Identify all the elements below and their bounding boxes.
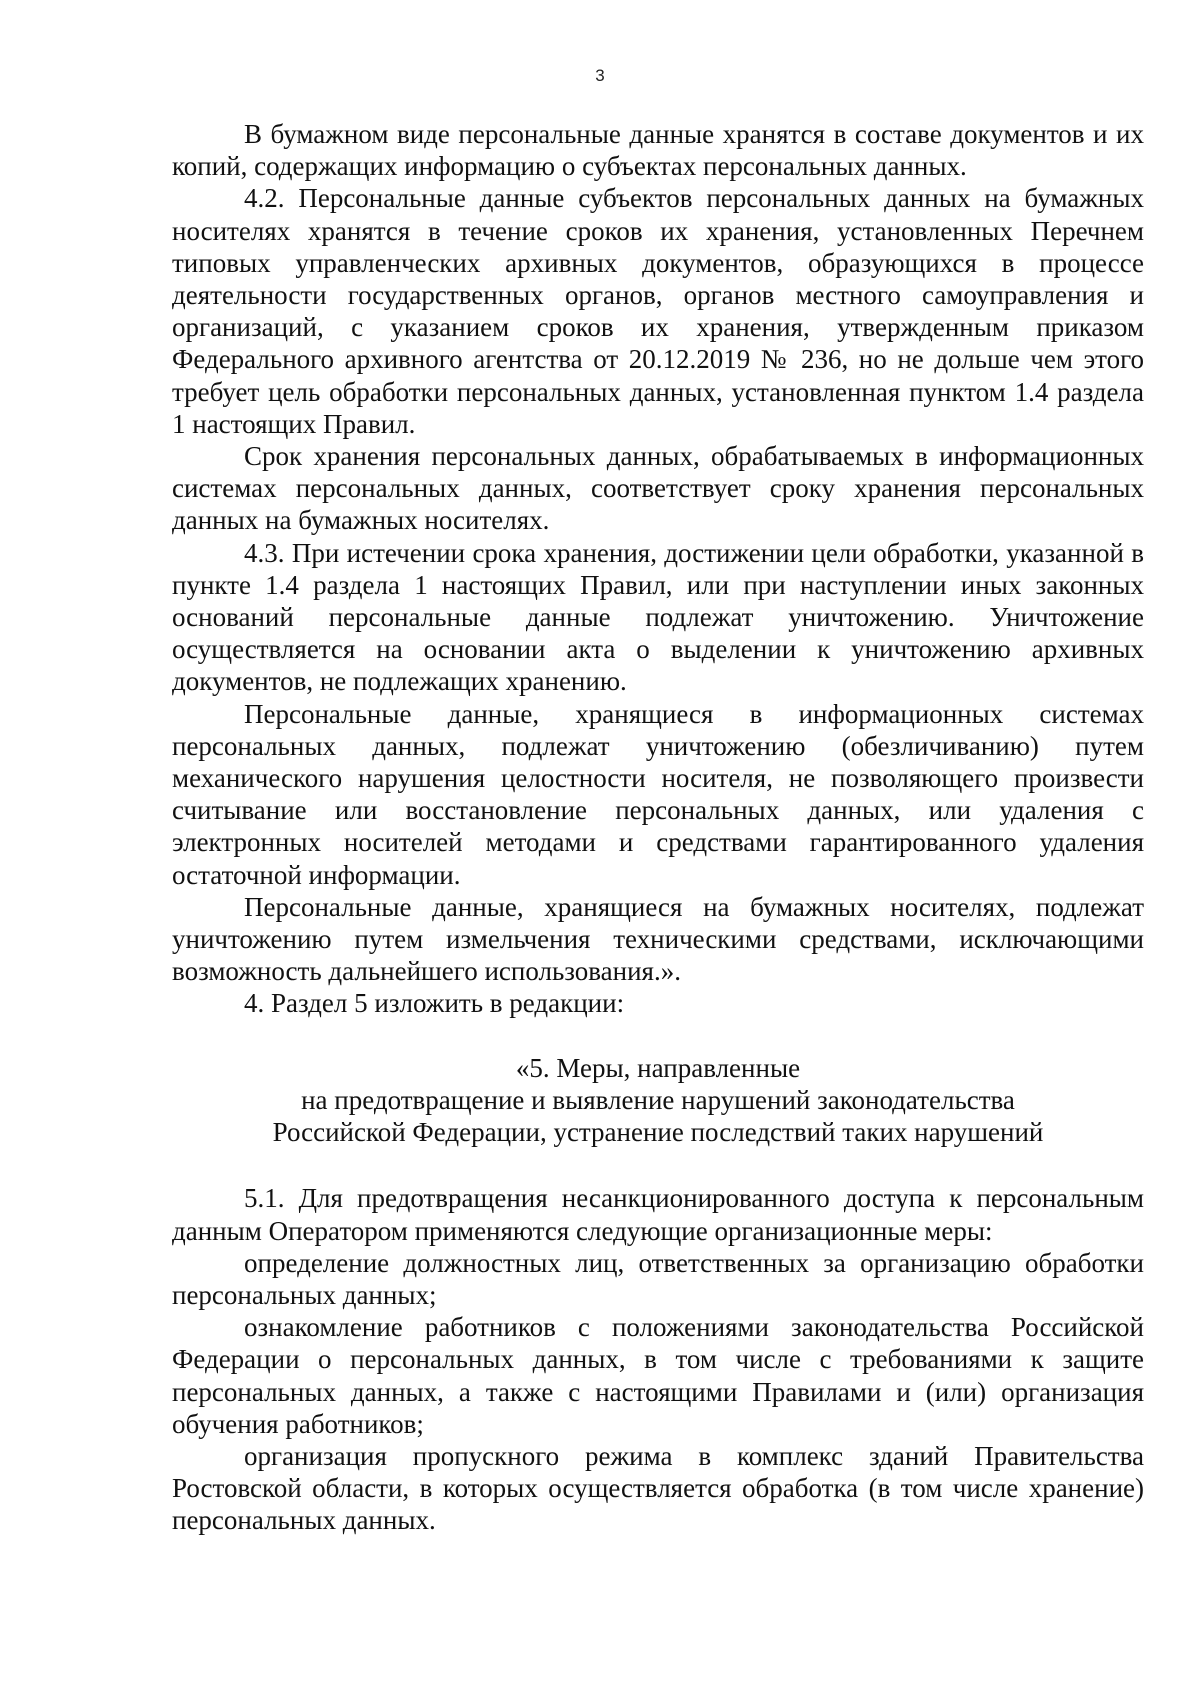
paragraph: Срок хранения персональных данных, обрабатываемых в информационных системах персональных данных, соответствует сроку хранения персональных данных на бумажных носителях. xyxy=(172,441,1144,536)
paragraph: ознакомление работников с положениями законодательства Российской Федерации о персональных данных, в том числе с требованиями к защите персональных данных, а также с настоящими Правилами и (или) организация обучения работников; xyxy=(172,1312,1144,1439)
paragraph: Персональные данные, хранящиеся на бумажных носителях, подлежат уничтожению путем измельчения техническими средствами, исключающими возможность дальнейшего использования.». xyxy=(172,891,1144,987)
paragraph: В бумажном виде персональные данные хранятся в составе документов и их копий, содержащих информацию о субъектах персональных данных. xyxy=(172,119,1144,182)
paragraph-amendment-4: 4. Раздел 5 изложить в редакции: xyxy=(244,988,625,1019)
page-number: 3 xyxy=(595,66,605,85)
heading-line: на предотвращение и выявление нарушений законодательства xyxy=(301,1084,1015,1115)
heading-line: «5. Меры, направленные xyxy=(515,1052,801,1083)
section-5-heading xyxy=(172,1052,1144,1149)
heading-line: Российской Федерации, устранение последствий таких нарушений xyxy=(272,1117,1044,1148)
paragraph: определение должностных лиц, ответственных за организацию обработки персональных данных; xyxy=(172,1247,1144,1310)
paragraph: Персональные данные, хранящиеся в информационных системах персональных данных, подлежат уничтожению (обезличиванию) путем механического нарушения целостности носителя, не позволяющего произвести считывание или восстановление персональных данных, или удаления с электронных носителей методами и средствами гарантированного удаления остаточной информации. xyxy=(172,698,1144,890)
paragraph-5-1: 5.1. Для предотвращения несанкционированного доступа к персональным данным Оператором применяются следующие организационные меры: xyxy=(172,1183,1144,1246)
paragraph-4-2: 4.2. Персональные данные субъектов персональных данных на бумажных носителях хранятся в течение сроков их хранения, установленных Перечнем типовых управленческих архивных документов, образующихся в процессе деятельности государственных органов, органов местного самоуправления и организаций, с указанием сроков их хранения, утвержденным приказом Федерального архивного агентства от 20.12.2019 № 236, но не дольше чем этого требует цель обработки персональных данных, установленная пунктом 1.4 раздела 1 настоящих Правил. xyxy=(172,183,1144,439)
paragraph: организация пропускного режима в комплекс зданий Правительства Ростовской области, в которых осуществляется обработка (в том числе хранение) персональных данных. xyxy=(172,1440,1144,1536)
document-body xyxy=(172,118,1144,1537)
paragraph-4-3: 4.3. При истечении срока хранения, достижении цели обработки, указанной в пункте 1.4 раздела 1 настоящих Правил, или при наступлении иных законных оснований персональные данные подлежат уничтожению. Уничтожение осуществляется на основании акта о выделении к уничтожению архивных документов, не подлежащих хранению. xyxy=(172,537,1144,697)
